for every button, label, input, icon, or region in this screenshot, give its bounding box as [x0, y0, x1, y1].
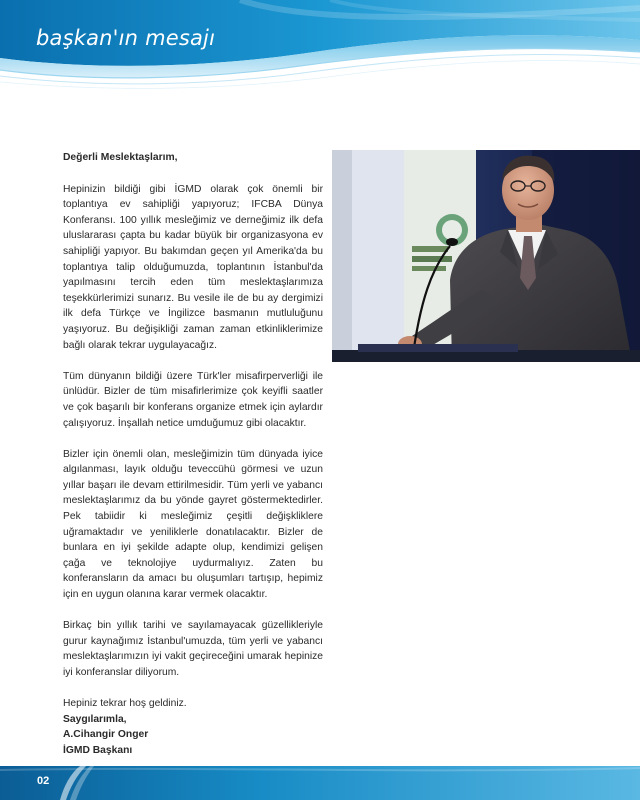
header-banner	[0, 0, 640, 92]
letter-paragraph: Tüm dünyanın bildiği üzere Türk'ler misafirperverliği ile ünlüdür. Bizler de tüm misafirlerimize çok keyifli saatler ve çok başarılı bir konferans organize etmek için aylardır çalışıyoruz. İnşallah netice umduğumuz gibi olacaktır.	[63, 370, 323, 429]
letter-greeting: Değerli Meslektaşlarım,	[63, 152, 178, 163]
footer-wave-graphic	[0, 766, 640, 800]
speaker-photo	[332, 150, 640, 362]
letter-paragraph: Hepinizin bildiği gibi İGMD olarak çok önemli bir toplantıya ev sahipliği yapıyoruz; IFCBA Dünya Konferansı. 100 yıllık mesleğimiz ve derneğimiz ilk defa uluslararası çapta bu kadar büyük bir organizasyona ev sahipliği yapıyor. Bu bakımdan geçen yıl Amerika'da bu toplantıya talip olduğumuzda, toplantının İstanbul'da yapılmasını tercih eden tüm meslektaşlarımıza teşekkürlerimizi sunarız. Bu vesile ile de bu ay dergimizi ilk defa Türkçe ve İngilizce basmanın mutluluğunu yaşıyoruz. Bu değişikliği zaman zaman etkinliklerimize bağlı olarak tekrar uygulayacağız.	[63, 183, 323, 351]
speaker-illustration	[332, 150, 640, 362]
signer-title: İGMD Başkanı	[63, 744, 133, 756]
letter-regards: Saygılarımla,	[63, 713, 127, 725]
letter-paragraph: Bizler için önemli olan, mesleğimizin tüm dünyada iyice algılanması, layık olduğu teveccühü görmesi ve uzun yıllar başarı ile devam ettirilmesidir. Tüm yerli ve yabancı meslektaşlarımız da bu yönde gayret göstermektedirler. Pek tabiidir ki mesleğimiz çeşitli değişkliklere uğramaktadır ve yeniliklerle donatılacaktır. Bizler de bunlara en iyi şekilde adapte olup, kendimizi gelişen çağa ve teknolojiye uydurmalıyız. Zaten bu konferansların da amacı bu oluşumları tartışıp, hepimiz için en uygun olanına karar vermek olacaktır.	[63, 448, 323, 601]
letter-paragraph: Birkaç bin yıllık tarihi ve sayılamayacak güzellikleriyle gurur kaynağımız İstanbul'umuzda, tüm yerli ve yabancı meslektaşlarımızın iyi vakit geçireceğini umarak hepinize iyi konferanslar diliyorum.	[63, 620, 323, 678]
page-number: 02	[37, 775, 50, 787]
letter-body	[63, 150, 323, 759]
footer-banner	[0, 766, 640, 800]
section-title: başkan'ın mesajı	[36, 26, 216, 50]
letter-closing: Hepiniz tekrar hoş geldiniz.	[63, 698, 187, 710]
signer-name: A.Cihangir Onger	[63, 729, 149, 741]
